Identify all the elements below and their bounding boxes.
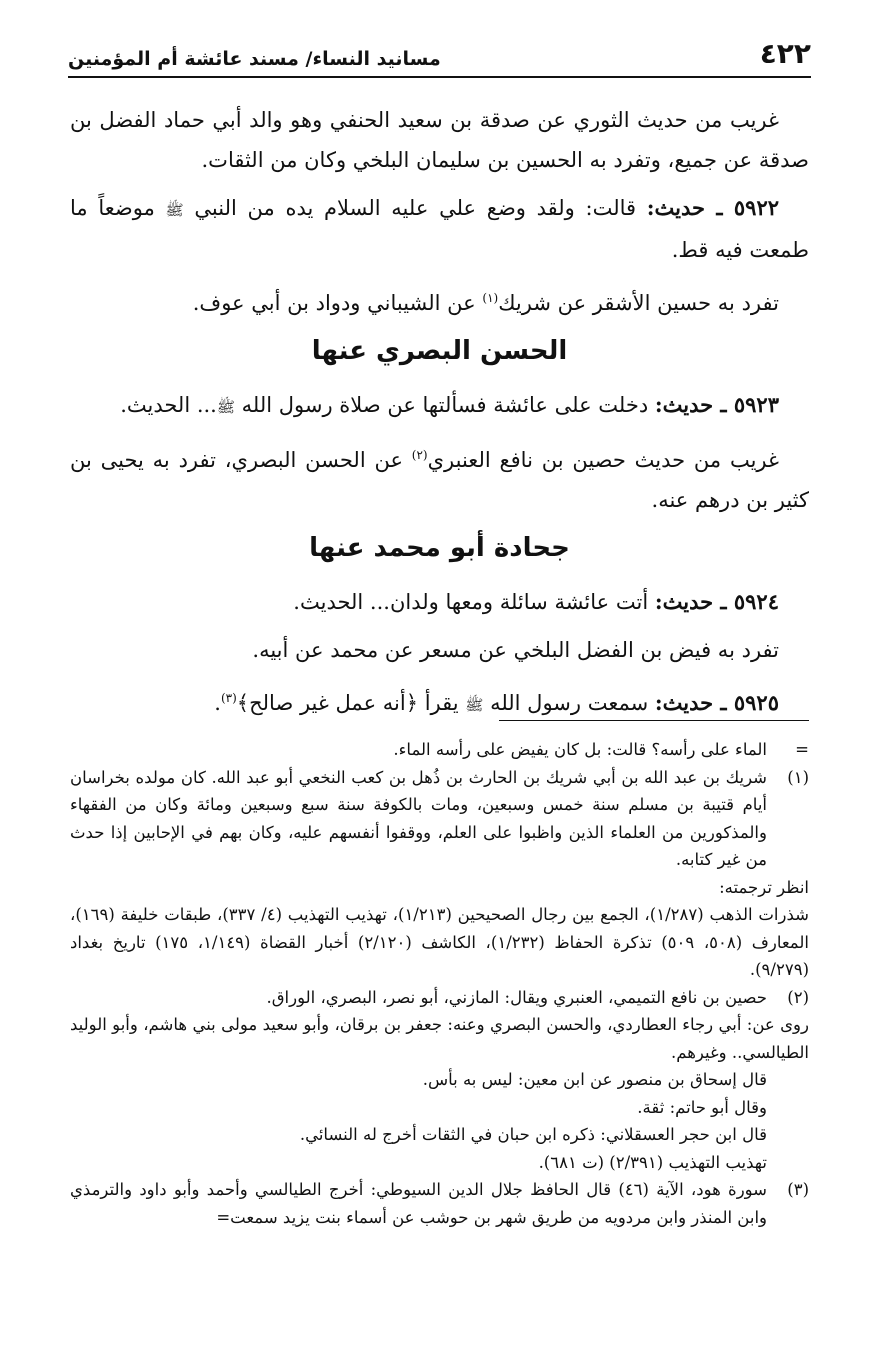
- footnote-ref-1: (١): [482, 291, 499, 305]
- hadith-text: سمعت رسول الله: [483, 691, 655, 715]
- hadith-text: موضعاً ما طمعت فيه قط.: [70, 196, 809, 262]
- footnote-text: تهذيب التهذيب (٢/٣٩١) (ت ٦٨١).: [538, 1152, 767, 1172]
- footnote-text: شذرات الذهب (١/٢٨٧)، الجمع بين رجال الصحيحين (١/٢١٣)، تهذيب التهذيب (٤/ ٣٣٧)، طبقات خليفة (١٦٩)، المعارف (٥٠٨، ٥٠٩) تذكرة الحفاظ (١/٢٣٢)، الكاشف (٢/١٢٠) أخبار القضاة (١/١٤٩، ١٧٥) تاريخ بغداد (٩/٢٧٩).: [70, 905, 809, 979]
- footnote-2-details: [70, 1011, 809, 1176]
- hadith-5925: [70, 678, 809, 725]
- footnote-mark: (٣): [787, 1180, 809, 1199]
- page-number: ٤٢٢: [759, 37, 811, 70]
- salawat-glyph: ﷺ: [165, 201, 184, 219]
- footnote-continuation: [70, 736, 809, 764]
- paragraph-text: غريب من حديث حصين بن نافع العنبري: [427, 448, 780, 472]
- hadith-number: ٥٩٢٣ ـ حديث:: [654, 392, 779, 417]
- hadith-5923: [70, 385, 809, 427]
- hadith-5922: [70, 188, 809, 270]
- footnote-1: [70, 764, 809, 874]
- running-title: مسانيد النساء/ مسند عائشة أم المؤمنين: [68, 48, 441, 70]
- hadith-5924: [70, 582, 809, 622]
- hadith-number: ٥٩٢٤ ـ حديث:: [654, 589, 779, 614]
- footnote-text: الماء على رأسه؟ قالت: بل كان يفيض على رأسه الماء.: [393, 740, 767, 759]
- footnote-ref-2: (٢): [411, 448, 428, 462]
- hadith-text: .: [214, 691, 221, 715]
- paragraph-4: تفرد به فيض بن الفضل البلخي عن مسعر عن محمد عن أبيه.: [252, 638, 779, 662]
- paragraph-2: [70, 278, 809, 323]
- main-text: [70, 100, 809, 733]
- hadith-text: يقرأ ﴿أنه عمل غير صالح﴾: [236, 691, 466, 715]
- footnote-divider: [499, 720, 809, 721]
- footnote-text: سورة هود، الآية (٤٦) قال الحافظ جلال الدين السيوطي: أخرج الطيالسي وأحمد وأبو داود والترمذي وابن المنذر وابن مردويه من طريق شهر بن حوشب عن أسماء بنت يزيد سمعت=: [70, 1180, 768, 1227]
- section-title-juhada: جحادة أبو محمد عنها: [309, 533, 570, 563]
- footnote-text: قال إسحاق بن منصور عن ابن معين: ليس به بأس.: [422, 1070, 767, 1089]
- paragraph-text: عن الحسن البصري، تفرد به يحيى بن كثير بن درهم عنه.: [70, 448, 809, 512]
- hadith-text: قالت: ولقد وضع علي عليه السلام يده من النبي: [183, 196, 647, 220]
- footnote-text: انظر ترجمته:: [719, 877, 809, 897]
- footnote-text: روى عن: أبي رجاء العطاردي، والحسن البصري وعنه: جعفر بن برقان، وأبو سعيد مولى بني هاشم، وأبو الوليد الطيالسي.. وغيرهم.: [70, 1015, 809, 1062]
- footnote-mark: (١): [787, 767, 809, 787]
- hadith-text: أتت عائشة سائلة ومعها ولدان... الحديث.: [293, 590, 655, 614]
- footnote-mark: (٢): [787, 987, 809, 1007]
- page-header: [68, 28, 811, 78]
- footnote-1-refs: [70, 874, 809, 984]
- footnote-text: حصين بن نافع التميمي، العنبري ويقال: المازني، أبو نصر، البصري، الوراق.: [266, 987, 767, 1007]
- footnotes: [70, 736, 809, 1231]
- footnote-text: شريك بن عبد الله بن أبي شريك بن الحارث بن ذُهل بن كعب النخعي أبو عبد الله. كان مولده بخراسان أيام قتيبة بن مسلم سنة خمس وسبعين، ومات بالكوفة سنة سبع وسبعين ومائة وكان من الفقهاء والمذكورين من العلماء الذين واظبوا على العلم، ووقفوا أنفسهم عليه، وكان بهم في الإحابين إذا حدث من غير كتابه.: [70, 767, 767, 869]
- hadith-text: ... الحديث.: [120, 393, 217, 417]
- footnote-text: قال ابن حجر العسقلاني: ذكره ابن حبان في الثقات أخرج له النسائي.: [299, 1125, 767, 1144]
- hadith-number: ٥٩٢٢ ـ حديث:: [646, 195, 780, 220]
- salawat-glyph: ﷺ: [216, 398, 235, 416]
- footnote-2: [70, 984, 809, 1012]
- footnote-text: وقال أبو حاتم: ثقة.: [637, 1097, 767, 1117]
- footnote-3: [70, 1176, 809, 1231]
- footnote-mark: =: [795, 740, 809, 759]
- paragraph-3: [70, 435, 809, 520]
- hadith-text: دخلت على عائشة فسألتها عن صلاة رسول الله: [234, 393, 655, 417]
- hadith-number: ٥٩٢٥ ـ حديث:: [654, 690, 779, 715]
- paragraph-text: عن الشيباني ودواد بن أبي عوف.: [192, 291, 483, 315]
- paragraph-text: تفرد به حسين الأشقر عن شريك: [498, 291, 779, 315]
- salawat-glyph: ﷺ: [465, 696, 484, 714]
- footnote-ref-3: (٣): [220, 691, 237, 705]
- paragraph-1: غريب من حديث الثوري عن صدقة بن سعيد الحنفي وهو والد أبي حماد الفضل بن صدقة عن جميع، وتفرد به الحسين بن سليمان البلخي وكان من الثقات.: [70, 108, 809, 172]
- section-title-hasan: الحسن البصري عنها: [311, 336, 568, 366]
